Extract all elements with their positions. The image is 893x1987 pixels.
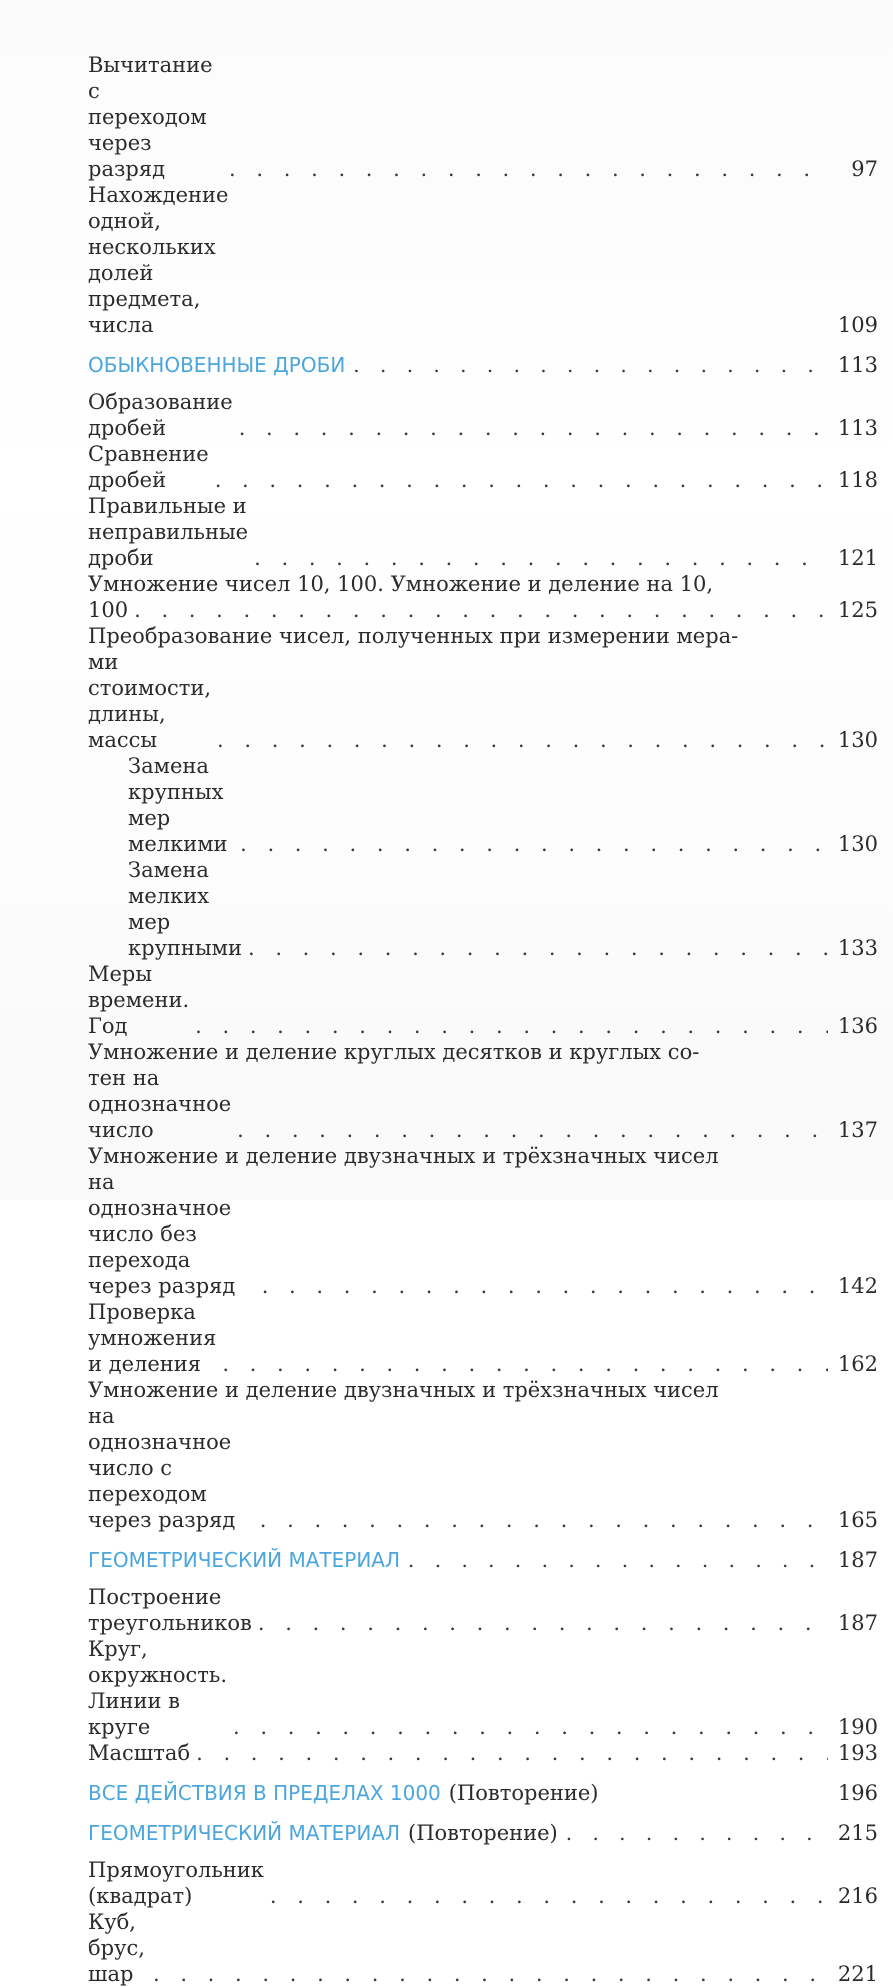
entry-text-line: Умножение чисел 10, 100. Умножение и деление на 10,	[88, 572, 714, 596]
entry-text: Масштаб	[88, 1741, 191, 1765]
entry-text: Замена крупных мер мелкими	[128, 754, 228, 856]
toc-entry	[88, 493, 878, 571]
page-number: 221	[837, 1962, 878, 1986]
page-number: 162	[837, 1352, 878, 1376]
section-title: ГЕОМЕТРИЧЕСКИЙ МАТЕРИАЛ	[88, 1548, 401, 1572]
entry-text-last-line	[88, 649, 878, 753]
section-gap	[88, 378, 878, 389]
page-number: 113	[837, 353, 878, 377]
entry-text: Замена мелких мер крупными	[128, 858, 242, 960]
page-number: 215	[837, 1821, 878, 1845]
page-number: 216	[837, 1884, 878, 1908]
page-number: 113	[837, 416, 878, 440]
section-gap	[88, 338, 878, 352]
entry-text: Куб, брус, шар	[88, 1910, 145, 1986]
toc-entry-multiline	[88, 623, 878, 753]
section-title: ОБЫКНОВЕННЫЕ ДРОБИ	[88, 353, 346, 377]
toc-entry	[88, 1636, 878, 1740]
dot-leader	[237, 1117, 828, 1143]
entry-text: Нахождение одной, нескольких долей предмета, числа	[88, 183, 229, 337]
page-number: 97	[851, 157, 878, 181]
dot-leader	[215, 467, 828, 493]
entry-text: Прямоугольник (квадрат)	[88, 1858, 264, 1908]
entry-text-line: на однозначное число с переходом через разряд	[88, 1404, 236, 1532]
dot-leader	[239, 415, 828, 441]
toc-entry	[88, 1299, 878, 1377]
toc-entry-multiline	[88, 1377, 878, 1533]
dot-leader	[566, 1820, 828, 1846]
section-gap	[88, 1846, 878, 1857]
toc-section-row	[88, 1547, 878, 1573]
section-note: (Повторение)	[448, 1781, 599, 1805]
section-title: ВСЕ ДЕЙСТВИЯ В ПРЕДЕЛАХ 1000	[88, 1781, 441, 1805]
page-number: 133	[837, 936, 878, 960]
dot-leader	[196, 1740, 828, 1766]
entry-text-line: Умножение и деление двузначных и трёхзначных чисел	[88, 1144, 719, 1168]
page-number: 121	[837, 546, 878, 570]
entry-text-line: ми стоимости, длины, массы	[88, 650, 212, 752]
toc-entry	[88, 441, 878, 493]
entry-text-line: Преобразование чисел, полученных при измерении мера-	[88, 624, 739, 648]
toc-entry	[88, 961, 878, 1039]
toc-section-row	[88, 1820, 878, 1846]
entry-text-last-line	[88, 597, 878, 623]
page-number: 187	[837, 1611, 878, 1635]
entry-text-line: Умножение и деление круглых десятков и круглых со-	[88, 1040, 700, 1064]
entry-text: Проверка умножения и деления	[88, 1300, 217, 1376]
section-gap	[88, 1573, 878, 1584]
dot-leader	[233, 1714, 828, 1740]
page-number: 193	[837, 1741, 878, 1765]
entry-text: Построение треугольников	[88, 1585, 252, 1635]
page-number: 109	[837, 313, 878, 337]
entry-text-last-line	[88, 1065, 878, 1143]
entry-text: Круг, окружность. Линии в круге	[88, 1637, 228, 1739]
page-number: 130	[837, 832, 878, 856]
toc-entry-multiline	[88, 1143, 878, 1299]
table-of-contents	[88, 52, 878, 1987]
toc-entry	[88, 52, 878, 182]
toc-subentry	[88, 857, 878, 961]
toc-section-row	[88, 352, 878, 378]
dot-leader	[153, 1961, 828, 1987]
page-number: 118	[837, 468, 878, 492]
section-gap	[88, 1533, 878, 1547]
page-number: 142	[837, 1274, 878, 1298]
page-number: 125	[837, 598, 878, 622]
dot-leader	[353, 352, 828, 378]
section-gap	[88, 1806, 878, 1820]
entry-text: Образование дробей	[88, 390, 233, 440]
page-number: 196	[837, 1781, 878, 1805]
section-title: ГЕОМЕТРИЧЕСКИЙ МАТЕРИАЛ	[88, 1821, 401, 1845]
section-note: (Повторение)	[408, 1821, 558, 1845]
entry-text-last-line	[88, 1403, 878, 1533]
entry-text-line: 100	[88, 598, 129, 622]
entry-text: Сравнение дробей	[88, 442, 209, 492]
page-number: 137	[837, 1118, 878, 1142]
dot-leader	[240, 831, 828, 857]
dot-leader	[408, 1547, 828, 1573]
dot-leader	[254, 545, 828, 571]
dot-leader	[217, 727, 828, 753]
entry-text-line: Умножение и деление двузначных и трёхзначных чисел	[88, 1378, 719, 1402]
toc-entry	[88, 1740, 878, 1766]
toc-entry	[88, 1909, 878, 1987]
entry-text-last-line	[88, 1169, 878, 1299]
entry-text: Правильные и неправильные дроби	[88, 494, 249, 570]
entry-text-line: на однозначное число без перехода через разряд	[88, 1170, 236, 1298]
dot-leader	[260, 1507, 828, 1533]
dot-leader	[262, 1273, 828, 1299]
dot-leader	[222, 1351, 828, 1377]
dot-leader	[195, 1013, 828, 1039]
dot-leader	[258, 1610, 828, 1636]
page-number: 165	[837, 1508, 878, 1532]
toc-entry-multiline	[88, 1039, 878, 1143]
dot-leader	[229, 156, 828, 182]
dot-leader	[248, 935, 828, 961]
toc-subentry	[88, 753, 878, 857]
page-number: 190	[837, 1715, 878, 1739]
toc-entry	[88, 182, 878, 338]
section-gap	[88, 1766, 878, 1780]
toc-entry	[88, 1857, 878, 1909]
toc-entry-multiline	[88, 571, 878, 623]
toc-entry	[88, 389, 878, 441]
page-number: 136	[837, 1014, 878, 1038]
dot-leader	[270, 1883, 828, 1909]
page-number: 130	[837, 728, 878, 752]
entry-text: Меры времени. Год	[88, 962, 190, 1038]
entry-text-line: тен на однозначное число	[88, 1066, 232, 1142]
entry-text: Вычитание с переходом через разряд	[88, 53, 213, 181]
page-number: 187	[837, 1548, 878, 1572]
dot-leader	[134, 597, 828, 623]
toc-entry	[88, 1584, 878, 1636]
toc-section-row	[88, 1780, 878, 1806]
